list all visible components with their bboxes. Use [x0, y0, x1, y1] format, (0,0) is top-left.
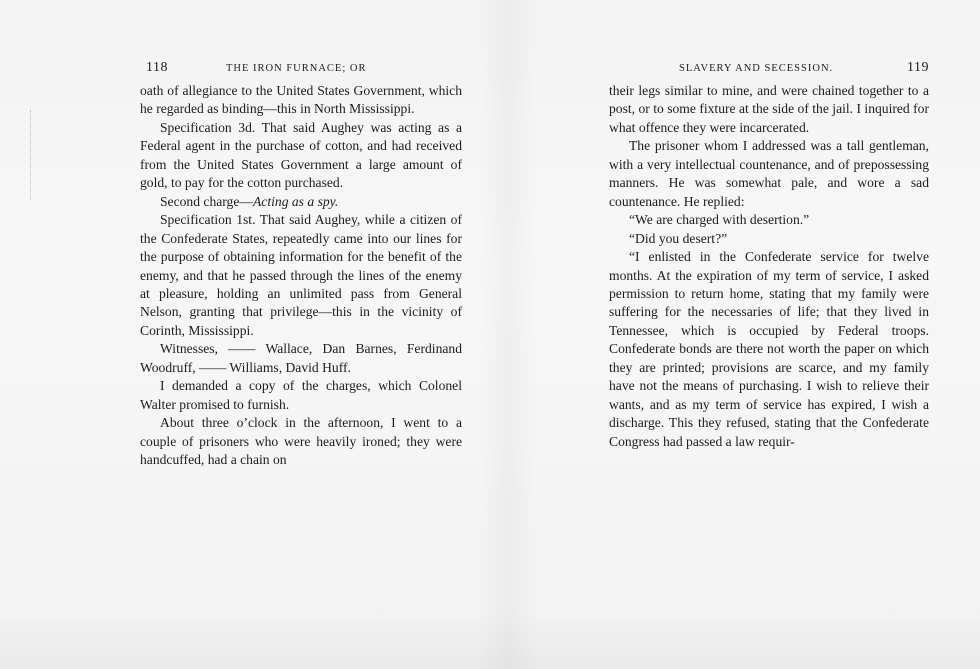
- left-page: [140, 60, 462, 470]
- right-page-number: 119: [907, 60, 929, 75]
- page-bottom-shade: [0, 609, 980, 669]
- paragraph: their legs similar to mine, and were chained together to a post, or to some fixture at the side of the jail. I inquired for what offence they were incarcerated.: [609, 83, 929, 135]
- paragraph: The prisoner whom I addressed was a tall gentleman, with a very intellectual countenance, and of prepossessing manners. He was somewhat pale, and wore a sad countenance. He replied:: [609, 138, 929, 209]
- paragraph: Specification 1st. That said Aughey, while a citizen of the Confederate States, repeatedly came into our lines for the purpose of obtaining information for the benefit of the enemy, and that he passed through the lines of the enemy at pleasure, holding an unlimited pass from General Nelson, granting that privilege—this in the vicinity of Corinth, Mississippi.: [140, 212, 462, 338]
- left-page-header: [140, 60, 462, 82]
- paragraph: oath of allegiance to the United States Government, which he regarded as binding—this in North Mississippi.: [140, 83, 462, 117]
- left-page-number: 118: [146, 60, 168, 75]
- paragraph: About three o’clock in the afternoon, I went to a couple of prisoners who were heavily ironed; they were handcuffed, had a chain on: [140, 415, 462, 468]
- paragraph: Witnesses, —— Wallace, Dan Barnes, Ferdinand Woodruff, —— Williams, David Huff.: [140, 341, 462, 375]
- left-running-head: THE IRON FURNACE; OR: [226, 63, 367, 74]
- gutter-shadow: [478, 0, 538, 669]
- paragraph: “Did you desert?”: [629, 230, 728, 246]
- paragraph: “I enlisted in the Confederate service for twelve months. At the expiration of my term of service, I asked permission to return home, stating that my family were suffering for the necessaries of life; that they lived in Tennessee, which is occupied by Federal troops. Confederate bonds are there not worth the paper on which they are printed; provisions are scarce, and my family have not the means of purchasing. I wish to relieve their wants, and as my term of service has expired, I wish a discharge. This they refused, stating that the Confederate Congress had passed a law requir-: [609, 249, 929, 449]
- right-page-body: [609, 82, 929, 451]
- paragraph: “We are charged with desertion.”: [629, 212, 810, 228]
- right-page: [609, 60, 929, 451]
- left-page-body: [140, 82, 462, 470]
- second-charge-line: [140, 193, 462, 211]
- paragraph: I demanded a copy of the charges, which Colonel Walter promised to furnish.: [140, 378, 462, 412]
- charge-label: Second charge—: [160, 193, 253, 209]
- right-page-header: [609, 60, 929, 82]
- margin-edge-marks: [30, 110, 45, 200]
- charge-title: Acting as a spy.: [253, 193, 339, 209]
- paragraph: Specification 3d. That said Aughey was acting as a Federal agent in the purchase of cotton, and had received from the United States Government a large amount of gold, to pay for the cotton purchased.: [140, 119, 462, 191]
- right-running-head: SLAVERY AND SECESSION.: [679, 63, 834, 74]
